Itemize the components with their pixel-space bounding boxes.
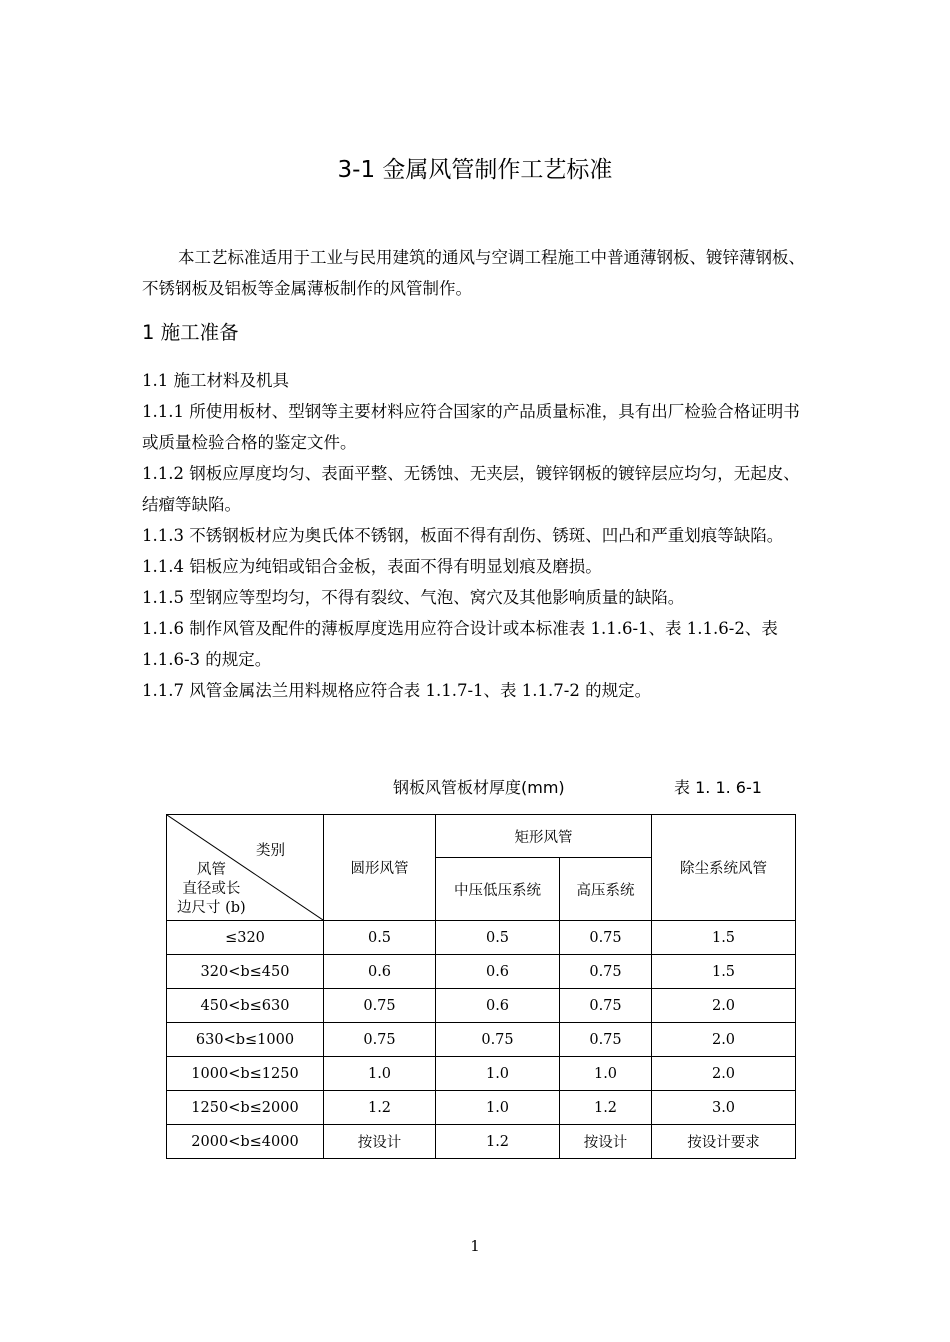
cell-dust: 1.5 (652, 921, 796, 955)
category-label: 类别 (256, 843, 285, 859)
thickness-table (166, 814, 796, 1159)
size-label-line: 直径或长 (182, 881, 241, 897)
cell-high: 0.75 (560, 1023, 652, 1057)
cell-mid-low: 0.5 (436, 921, 560, 955)
cell-size: 1250<b≤2000 (167, 1091, 324, 1125)
paragraph-1-1-5: 1.1.5 型钢应等型均匀，不得有裂纹、气泡、窝穴及其他影响质量的缺陷。 (142, 588, 685, 607)
cell-round: 0.75 (324, 1023, 436, 1057)
table-row (167, 955, 796, 989)
cell-mid-low: 0.75 (436, 1023, 560, 1057)
cell-round: 0.6 (324, 955, 436, 989)
cell-dust: 1.5 (652, 955, 796, 989)
paragraph-1-1-4: 1.1.4 铝板应为纯铝或铝合金板，表面不得有明显划痕及磨损。 (142, 557, 602, 576)
section-heading: 1 施工准备 (142, 321, 239, 344)
cell-high: 按设计 (560, 1125, 652, 1159)
cell-high: 0.75 (560, 955, 652, 989)
cell-size: 630<b≤1000 (167, 1023, 324, 1057)
cell-dust: 按设计要求 (652, 1125, 796, 1159)
cell-mid-low: 0.6 (436, 955, 560, 989)
diagonal-header-cell (167, 815, 324, 921)
body-paragraphs (142, 365, 812, 706)
paragraph-1-1-3: 1.1.3 不锈钢板材应为奥氏体不锈钢，板面不得有刮伤、锈斑、凹凸和严重划痕等缺陷。 (142, 526, 784, 545)
table-header-row (167, 815, 796, 858)
size-label-line: 边尺寸 (b) (177, 900, 246, 916)
cell-round: 按设计 (324, 1125, 436, 1159)
cell-round: 0.75 (324, 989, 436, 1023)
size-label-line: 风管 (196, 862, 226, 878)
cell-size: ≤320 (167, 921, 324, 955)
header-rect-duct: 矩形风管 (436, 815, 652, 858)
cell-high: 1.0 (560, 1057, 652, 1091)
table-row (167, 1023, 796, 1057)
cell-size: 450<b≤630 (167, 989, 324, 1023)
cell-dust: 2.0 (652, 989, 796, 1023)
table-row (167, 989, 796, 1023)
cell-dust: 2.0 (652, 1057, 796, 1091)
size-label (177, 861, 246, 918)
intro-paragraph: 本工艺标准适用于工业与民用建筑的通风与空调工程施工中普通薄钢板、镀锌薄钢板、不锈钢板及铝板等金属薄板制作的风管制作。 (142, 248, 805, 298)
cell-mid-low: 1.0 (436, 1091, 560, 1125)
cell-round: 1.0 (324, 1057, 436, 1091)
cell-high: 0.75 (560, 989, 652, 1023)
table-row (167, 1125, 796, 1159)
cell-high: 0.75 (560, 921, 652, 955)
header-high-pressure: 高压系统 (560, 858, 652, 921)
page-number: 1 (470, 1237, 480, 1255)
document-title: 3-1 金属风管制作工艺标准 (337, 157, 613, 183)
header-round-duct: 圆形风管 (324, 815, 436, 921)
cell-size: 320<b≤450 (167, 955, 324, 989)
paragraph-1-1-6: 1.1.6 制作风管及配件的薄板厚度选用应符合设计或本标准表 1.1.6-1、表 1.1.6-2、表 1.1.6-3 的规定。 (142, 619, 778, 669)
cell-mid-low: 1.0 (436, 1057, 560, 1091)
table-row (167, 1091, 796, 1125)
paragraph-1-1: 1.1 施工材料及机具 (142, 371, 289, 390)
paragraph-1-1-1: 1.1.1 所使用板材、型钢等主要材料应符合国家的产品质量标准，具有出厂检验合格证明书或质量检验合格的鉴定文件。 (142, 402, 800, 452)
cell-round: 0.5 (324, 921, 436, 955)
cell-high: 1.2 (560, 1091, 652, 1125)
header-mid-low-pressure: 中压低压系统 (436, 858, 560, 921)
cell-mid-low: 0.6 (436, 989, 560, 1023)
cell-dust: 3.0 (652, 1091, 796, 1125)
cell-mid-low: 1.2 (436, 1125, 560, 1159)
cell-round: 1.2 (324, 1091, 436, 1125)
cell-size: 1000<b≤1250 (167, 1057, 324, 1091)
cell-size: 2000<b≤4000 (167, 1125, 324, 1159)
header-dust-duct: 除尘系统风管 (652, 815, 796, 921)
paragraph-1-1-2: 1.1.2 钢板应厚度均匀、表面平整、无锈蚀、无夹层，镀锌钢板的镀锌层应均匀，无起皮、结瘤等缺陷。 (142, 464, 800, 514)
table-caption: 钢板风管板材厚度(mm) (393, 778, 565, 797)
table-number: 表 1. 1. 6-1 (674, 778, 762, 797)
table-row (167, 921, 796, 955)
table-row (167, 1057, 796, 1091)
paragraph-1-1-7: 1.1.7 风管金属法兰用料规格应符合表 1.1.7-1、表 1.1.7-2 的规定。 (142, 681, 652, 700)
cell-dust: 2.0 (652, 1023, 796, 1057)
